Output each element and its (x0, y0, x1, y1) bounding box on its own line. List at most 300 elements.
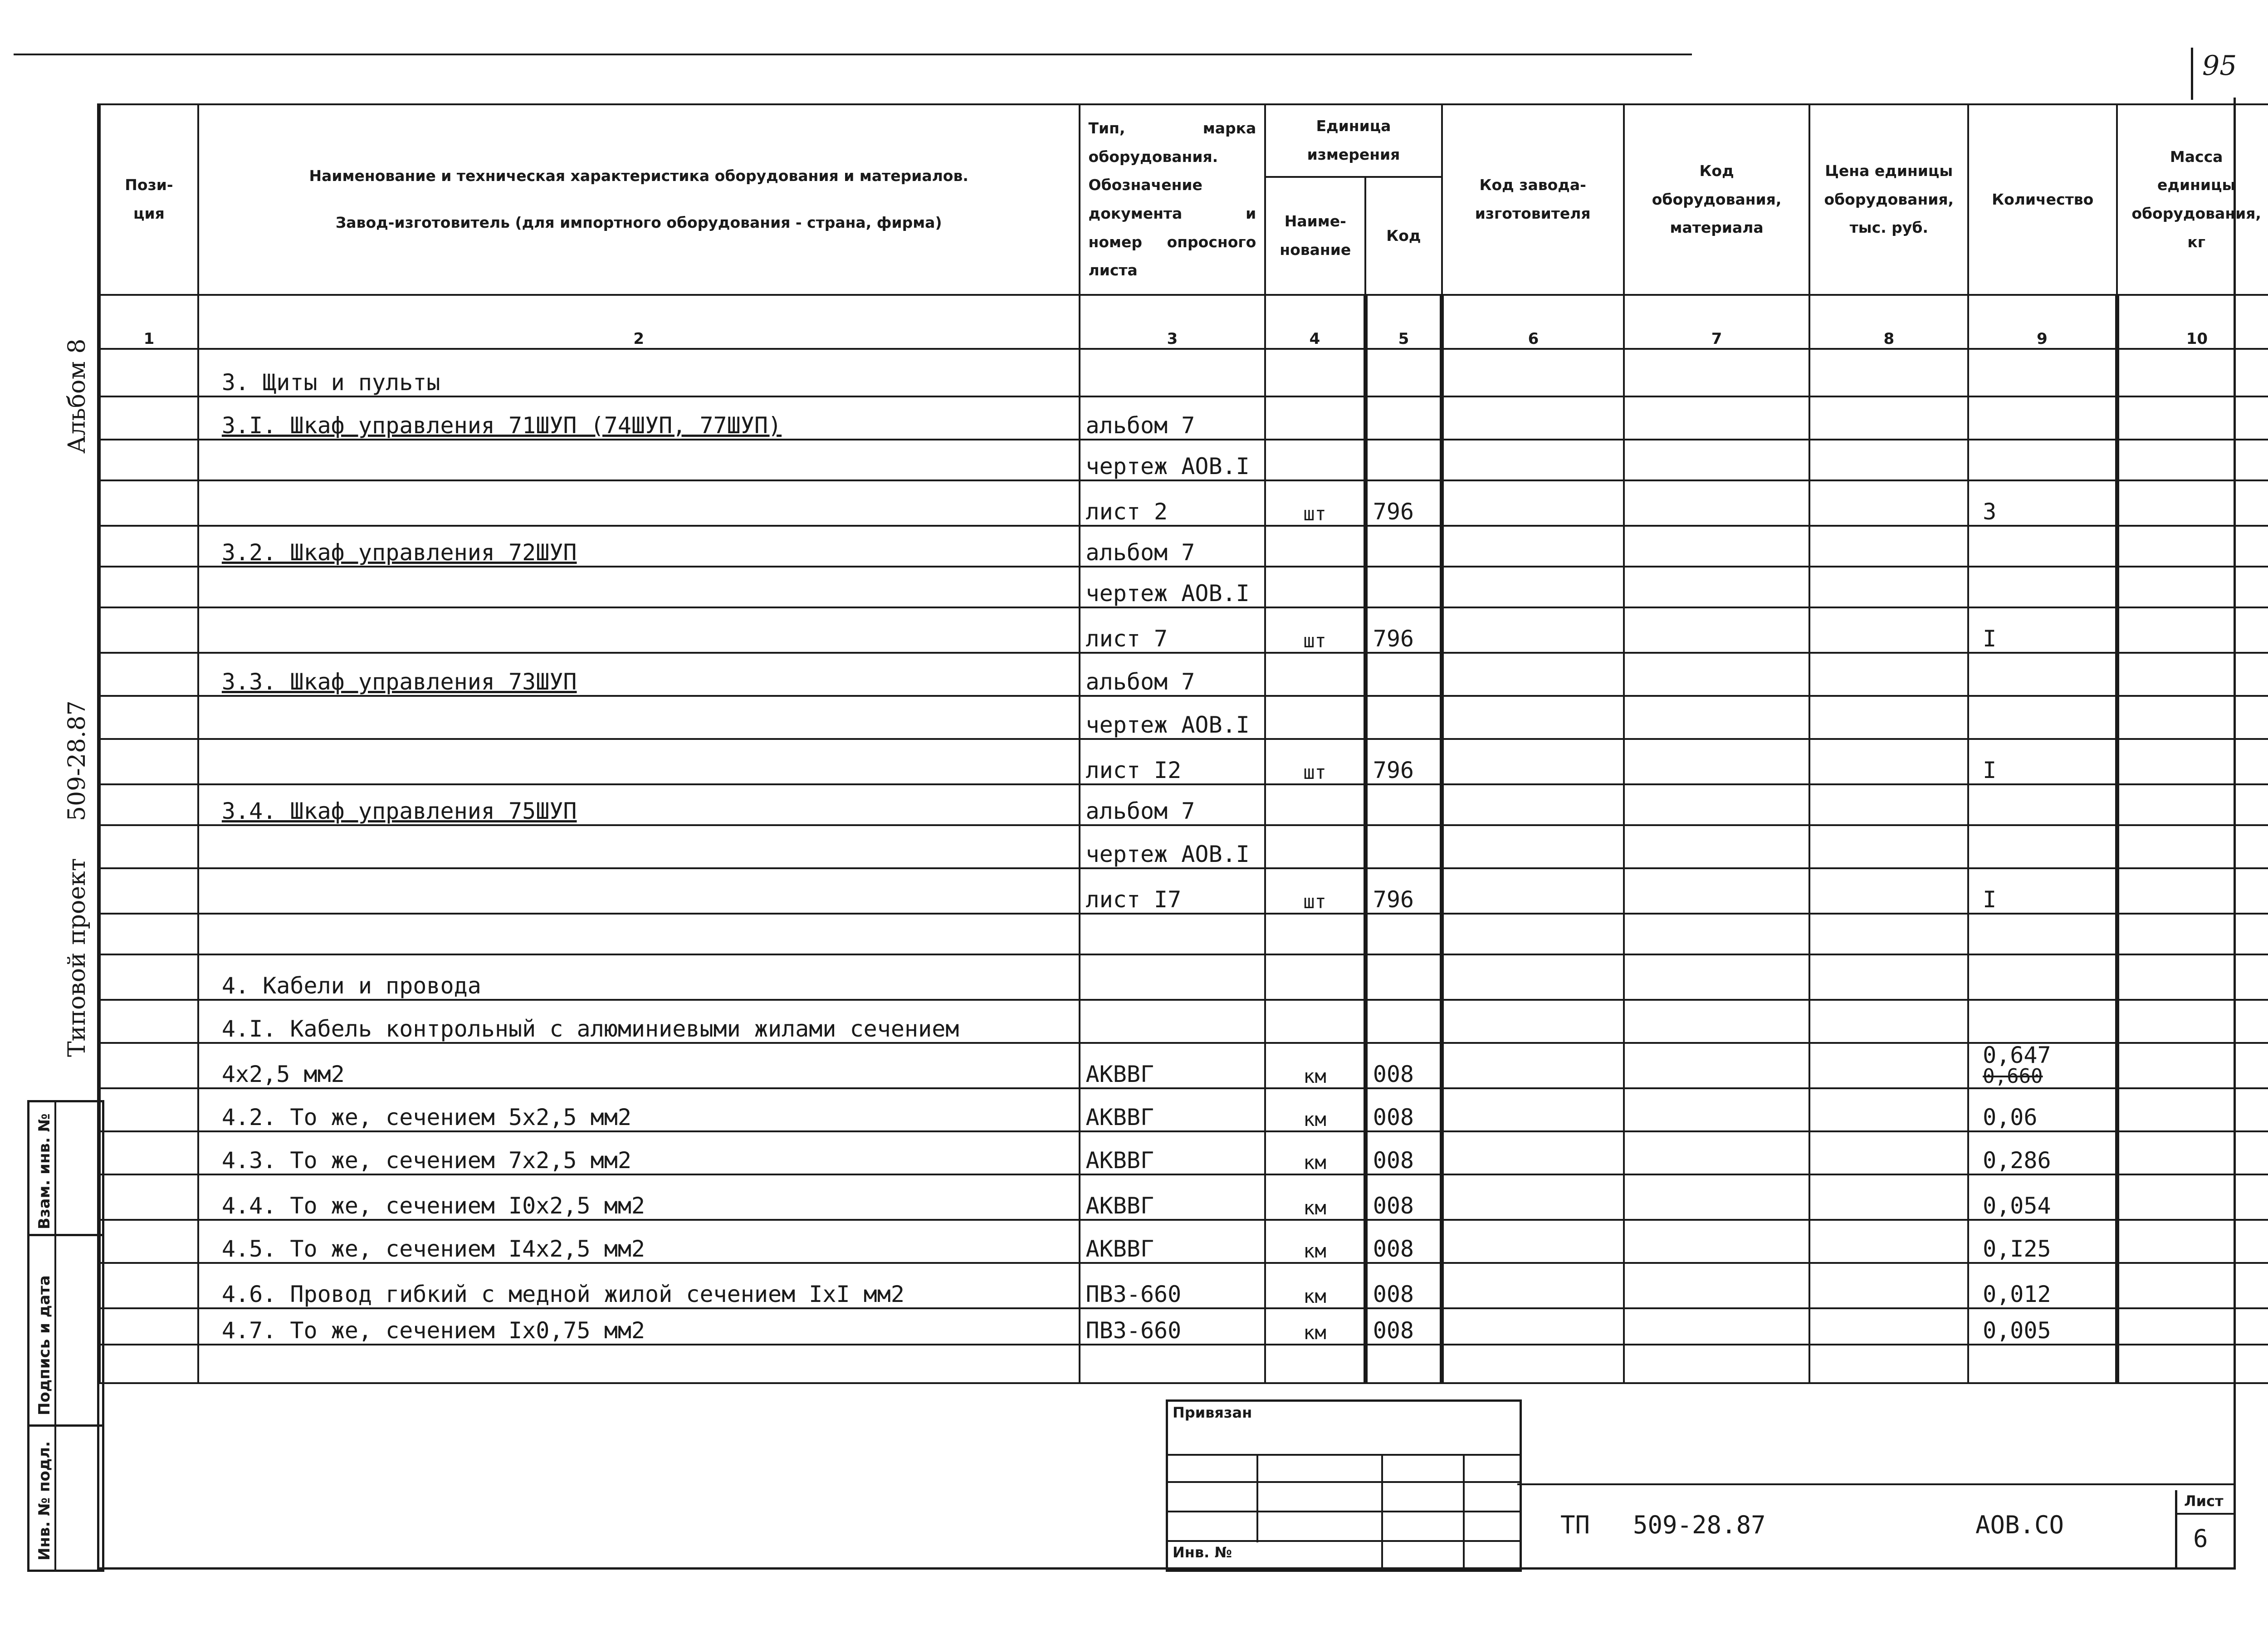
cell-manufacturer-code (1442, 440, 1624, 480)
header-name (198, 104, 1080, 295)
cell-position (100, 868, 198, 914)
stamp-inv: Инв. № подл. (35, 1441, 54, 1561)
cell-manufacturer-code (1442, 526, 1624, 567)
sheet-box-divider (2175, 1513, 2234, 1515)
cell-quantity (1968, 526, 2117, 567)
cell-position (100, 954, 198, 1000)
cell-mass (2117, 1308, 2268, 1345)
margin-project-label: Типовой проект (64, 858, 91, 1057)
cell-equipment-code (1624, 1220, 1810, 1263)
cell-manufacturer-code (1442, 1345, 1624, 1383)
cell-unit: км (1265, 1263, 1365, 1308)
cell-name: 4.2. То же, сечением 5x2,5 мм2 (198, 1088, 1080, 1131)
cell-mass (2117, 1220, 2268, 1263)
cell-equipment-code (1624, 526, 1810, 567)
cell-manufacturer-code (1442, 349, 1624, 396)
binding-stamp-col (1463, 1454, 1465, 1570)
cell-price (1809, 914, 1968, 954)
cell-name (198, 868, 1080, 914)
table-row (100, 1220, 2268, 1263)
cell-name (198, 739, 1080, 784)
cell-unit-code (1365, 1345, 1442, 1383)
cell-type: альбом 7 (1080, 526, 1266, 567)
cell-position (100, 1308, 198, 1345)
cell-price (1809, 696, 1968, 739)
table-row (100, 349, 2268, 396)
cell-quantity (1968, 1345, 2117, 1383)
cell-unit (1265, 825, 1365, 868)
cell-manufacturer-code (1442, 1043, 1624, 1088)
col-number: 8 (1809, 295, 1968, 349)
cell-equipment-code (1624, 1308, 1810, 1345)
cell-position (100, 653, 198, 696)
cell-type: ПВЗ-660 (1080, 1263, 1266, 1308)
cell-mass (2117, 954, 2268, 1000)
cell-mass (2117, 696, 2268, 739)
cell-unit-code: 008 (1365, 1308, 1442, 1345)
cell-equipment-code (1624, 1174, 1810, 1220)
cell-equipment-code (1624, 396, 1810, 440)
cell-mass (2117, 653, 2268, 696)
cell-manufacturer-code (1442, 1174, 1624, 1220)
cell-name (198, 914, 1080, 954)
quantity-corrected: 0,647 (1983, 1043, 2051, 1068)
doc-number: 509-28.87 (1633, 1511, 1766, 1539)
cell-price (1809, 1043, 1968, 1088)
cell-unit: км (1265, 1043, 1365, 1088)
header-mass: Масса единицы оборудования, кг (2117, 104, 2268, 295)
cell-unit: км (1265, 1174, 1365, 1220)
cell-position (100, 349, 198, 396)
stamp-divider (27, 1234, 102, 1236)
margin-project-number: 509-28.87 (64, 700, 91, 821)
cell-equipment-code (1624, 868, 1810, 914)
table-row (100, 1345, 2268, 1383)
cell-unit (1265, 954, 1365, 1000)
cell-type: АКВВГ (1080, 1131, 1266, 1174)
cell-quantity (1968, 396, 2117, 440)
cell-unit (1265, 349, 1365, 396)
cell-unit: км (1265, 1131, 1365, 1174)
cell-unit-code (1365, 396, 1442, 440)
cell-price (1809, 567, 1968, 607)
cell-quantity (1968, 567, 2117, 607)
cell-price (1809, 1263, 1968, 1308)
cell-mass (2117, 1088, 2268, 1131)
cell-manufacturer-code (1442, 653, 1624, 696)
cell-unit-code: 796 (1365, 868, 1442, 914)
header-manufacturer-code: Код завода-изготовителя (1442, 104, 1624, 295)
cell-name: 4.I. Кабель контрольный с алюминиевыми жилами сечением (198, 1000, 1080, 1043)
cell-unit-code: 008 (1365, 1131, 1442, 1174)
cell-equipment-code (1624, 1263, 1810, 1308)
cell-position (100, 567, 198, 607)
cell-unit-code (1365, 653, 1442, 696)
col-number: 5 (1365, 295, 1442, 349)
table-row (100, 1131, 2268, 1174)
cell-price (1809, 1131, 1968, 1174)
cell-quantity: 0,012 (1968, 1263, 2117, 1308)
cell-unit (1265, 653, 1365, 696)
title-block-top (1517, 1483, 2236, 1485)
cell-mass (2117, 440, 2268, 480)
col-number: 6 (1442, 295, 1624, 349)
cell-price (1809, 1088, 1968, 1131)
cell-unit (1265, 914, 1365, 954)
cell-price (1809, 739, 1968, 784)
cell-type: чертеж АОВ.I (1080, 825, 1266, 868)
cell-position (100, 696, 198, 739)
cell-quantity (1968, 440, 2117, 480)
cell-manufacturer-code (1442, 607, 1624, 653)
cell-type: лист 7 (1080, 607, 1266, 653)
cell-mass (2117, 1263, 2268, 1308)
cell-position (100, 1220, 198, 1263)
cell-mass (2117, 1043, 2268, 1088)
cell-mass (2117, 396, 2268, 440)
cell-mass (2117, 739, 2268, 784)
cell-position (100, 825, 198, 868)
cell-unit: км (1265, 1220, 1365, 1263)
cell-quantity: 0,005 (1968, 1308, 2117, 1345)
cell-unit-code: 008 (1365, 1220, 1442, 1263)
cell-manufacturer-code (1442, 1220, 1624, 1263)
header-name-line2: Завод-изготовитель (для импортного оборудования - страна, фирма) (335, 214, 942, 231)
cell-unit-code (1365, 954, 1442, 1000)
cell-unit-code (1365, 1000, 1442, 1043)
cell-unit-code: 008 (1365, 1088, 1442, 1131)
cell-unit (1265, 1000, 1365, 1043)
cell-type (1080, 1345, 1266, 1383)
table-row (100, 954, 2268, 1000)
cell-type: АКВВГ (1080, 1088, 1266, 1131)
cell-mass (2117, 480, 2268, 526)
cell-name: 4.7. То же, сечением Ix0,75 мм2 (198, 1308, 1080, 1345)
cell-quantity (1968, 825, 2117, 868)
doc-prefix: ТП (1560, 1511, 1590, 1539)
cell-name: 4.3. То же, сечением 7x2,5 мм2 (198, 1131, 1080, 1174)
cell-equipment-code (1624, 914, 1810, 954)
binding-stamp-line (1166, 1540, 1520, 1542)
binding-stamp-col (1256, 1454, 1258, 1542)
cell-equipment-code (1624, 1043, 1810, 1088)
cell-price (1809, 1308, 1968, 1345)
binding-stamp-line (1166, 1481, 1520, 1483)
cell-quantity: I (1968, 739, 2117, 784)
col-number: 2 (198, 295, 1080, 349)
cell-name: 4. Кабели и провода (198, 954, 1080, 1000)
cell-manufacturer-code (1442, 868, 1624, 914)
cell-name (198, 825, 1080, 868)
header-equipment-code: Код оборудования, материала (1624, 104, 1810, 295)
cell-price (1809, 440, 1968, 480)
cell-quantity: I (1968, 607, 2117, 653)
cell-quantity: 0,06 (1968, 1088, 2117, 1131)
cell-name: 3.I. Шкаф управления 71ШУП (74ШУП, 77ШУП) (198, 396, 1080, 440)
cell-type: альбом 7 (1080, 396, 1266, 440)
header-name-line1: Наименование и техническая характеристика оборудования и материалов. (309, 167, 968, 185)
cell-unit (1265, 784, 1365, 825)
cell-mass (2117, 868, 2268, 914)
binding-label: Привязан (1173, 1404, 1252, 1421)
cell-mass (2117, 825, 2268, 868)
cell-unit-code: 008 (1365, 1263, 1442, 1308)
cell-unit (1265, 567, 1365, 607)
cell-position (100, 396, 198, 440)
cell-type (1080, 914, 1266, 954)
cell-manufacturer-code (1442, 1131, 1624, 1174)
cell-unit (1265, 696, 1365, 739)
cell-mass (2117, 1174, 2268, 1220)
cell-quantity (1968, 954, 2117, 1000)
cell-price (1809, 653, 1968, 696)
sheet-number: 6 (2193, 1524, 2208, 1553)
cell-name: 3.3. Шкаф управления 73ШУП (198, 653, 1080, 696)
cell-quantity (1968, 784, 2117, 825)
cell-position (100, 607, 198, 653)
cell-quantity (1968, 914, 2117, 954)
cell-price (1809, 954, 1968, 1000)
cell-quantity: I (1968, 868, 2117, 914)
table-row (100, 739, 2268, 784)
cell-name: 3.4. Шкаф управления 75ШУП (198, 784, 1080, 825)
cell-equipment-code (1624, 567, 1810, 607)
cell-price (1809, 1174, 1968, 1220)
cell-unit-code (1365, 825, 1442, 868)
stamp-column-divider (54, 1100, 56, 1570)
cell-unit (1265, 440, 1365, 480)
header-price: Цена единицы оборудования, тыс. руб. (1809, 104, 1968, 295)
table-row (100, 653, 2268, 696)
cell-unit-code (1365, 696, 1442, 739)
cell-equipment-code (1624, 349, 1810, 396)
cell-position (100, 1131, 198, 1174)
table-row (100, 1000, 2268, 1043)
cell-equipment-code (1624, 1088, 1810, 1131)
doc-code: АОВ.СО (1975, 1511, 2064, 1539)
cell-equipment-code (1624, 825, 1810, 868)
cell-type: чертеж АОВ.I (1080, 567, 1266, 607)
header-unit-name: Наиме-нование (1265, 177, 1365, 295)
table-row (100, 440, 2268, 480)
cell-price (1809, 825, 1968, 868)
cell-mass (2117, 607, 2268, 653)
cell-position (100, 1345, 198, 1383)
cell-type: лист I2 (1080, 739, 1266, 784)
header-unit-group: Единица измерения (1265, 104, 1442, 177)
cell-name: 4.6. Провод гибкий с медной жилой сечением IxI мм2 (198, 1263, 1080, 1308)
cell-unit-code: 008 (1365, 1174, 1442, 1220)
table-row (100, 567, 2268, 607)
cell-name: 4.5. То же, сечением I4x2,5 мм2 (198, 1220, 1080, 1263)
cell-mass (2117, 526, 2268, 567)
cell-type: лист 2 (1080, 480, 1266, 526)
cell-name (198, 696, 1080, 739)
table-row (100, 914, 2268, 954)
cell-unit-code (1365, 914, 1442, 954)
cell-equipment-code (1624, 1345, 1810, 1383)
stamp-divider (27, 1424, 102, 1427)
table-row (100, 1308, 2268, 1345)
cell-price (1809, 868, 1968, 914)
cell-unit (1265, 396, 1365, 440)
header-unit-code: Код (1365, 177, 1442, 295)
table-row (100, 480, 2268, 526)
cell-position (100, 914, 198, 954)
cell-manufacturer-code (1442, 1000, 1624, 1043)
cell-unit: км (1265, 1088, 1365, 1131)
cell-position (100, 1000, 198, 1043)
cell-equipment-code (1624, 480, 1810, 526)
cell-manufacturer-code (1442, 567, 1624, 607)
cell-position (100, 480, 198, 526)
cell-price (1809, 480, 1968, 526)
cell-unit: шт (1265, 480, 1365, 526)
cell-unit-code: 008 (1365, 1043, 1442, 1088)
header-type: Тип, марка оборудования. Обозначение документа и номер опросного листа (1080, 104, 1266, 295)
cell-mass (2117, 914, 2268, 954)
cell-type: ПВЗ-660 (1080, 1308, 1266, 1345)
col-number: 10 (2117, 295, 2268, 349)
col-number: 7 (1624, 295, 1810, 349)
sheet-label: Лист (2184, 1492, 2224, 1510)
cell-equipment-code (1624, 440, 1810, 480)
cell-equipment-code (1624, 954, 1810, 1000)
top-rule (14, 54, 1692, 55)
cell-manufacturer-code (1442, 1088, 1624, 1131)
cell-manufacturer-code (1442, 696, 1624, 739)
cell-manufacturer-code (1442, 480, 1624, 526)
cell-type: чертеж АОВ.I (1080, 440, 1266, 480)
cell-quantity (1968, 1043, 2117, 1088)
binding-stamp-line (1166, 1511, 1520, 1512)
column-numbers-row (100, 295, 2268, 349)
cell-price (1809, 1220, 1968, 1263)
cell-mass (2117, 1000, 2268, 1043)
cell-type (1080, 1000, 1266, 1043)
cell-mass (2117, 567, 2268, 607)
header-position: Пози- ция (100, 104, 198, 295)
cell-type: лист I7 (1080, 868, 1266, 914)
cell-position (100, 739, 198, 784)
cell-mass (2117, 349, 2268, 396)
cell-type (1080, 954, 1266, 1000)
cell-price (1809, 1345, 1968, 1383)
cell-type: АКВВГ (1080, 1174, 1266, 1220)
table-row (100, 825, 2268, 868)
cell-quantity (1968, 349, 2117, 396)
cell-manufacturer-code (1442, 396, 1624, 440)
cell-mass (2117, 1345, 2268, 1383)
cell-type: чертеж АОВ.I (1080, 696, 1266, 739)
cell-position (100, 1174, 198, 1220)
col-number: 1 (100, 295, 198, 349)
cell-quantity (1968, 1000, 2117, 1043)
table-row (100, 868, 2268, 914)
cell-position (100, 1043, 198, 1088)
cell-mass (2117, 1131, 2268, 1174)
cell-type: АКВВГ (1080, 1220, 1266, 1263)
page-number: 95 (2202, 50, 2237, 82)
table-row (100, 396, 2268, 440)
table-row (100, 784, 2268, 825)
cell-position (100, 440, 198, 480)
cell-manufacturer-code (1442, 1263, 1624, 1308)
table-row (100, 526, 2268, 567)
cell-manufacturer-code (1442, 784, 1624, 825)
cell-manufacturer-code (1442, 954, 1624, 1000)
cell-quantity: 0,286 (1968, 1131, 2117, 1174)
cell-price (1809, 1000, 1968, 1043)
cell-unit-code (1365, 440, 1442, 480)
cell-name (198, 607, 1080, 653)
cell-type (1080, 349, 1266, 396)
binding-stamp-line (1166, 1454, 1520, 1456)
cell-manufacturer-code (1442, 1308, 1624, 1345)
cell-unit: шт (1265, 739, 1365, 784)
cell-manufacturer-code (1442, 914, 1624, 954)
cell-type: альбом 7 (1080, 784, 1266, 825)
cell-type: альбом 7 (1080, 653, 1266, 696)
table-row (100, 696, 2268, 739)
cell-position (100, 784, 198, 825)
table-row (100, 1043, 2268, 1088)
stamp-podpis: Подпись и дата (35, 1275, 54, 1415)
cell-equipment-code (1624, 1131, 1810, 1174)
cell-equipment-code (1624, 607, 1810, 653)
cell-unit (1265, 526, 1365, 567)
cell-type: АКВВГ (1080, 1043, 1266, 1088)
margin-album: Альбом 8 (64, 338, 91, 454)
cell-position (100, 1263, 198, 1308)
cell-price (1809, 526, 1968, 567)
cell-unit-code: 796 (1365, 480, 1442, 526)
cell-name: 4.4. То же, сечением I0x2,5 мм2 (198, 1174, 1080, 1220)
cell-unit-code (1365, 567, 1442, 607)
cell-unit: шт (1265, 868, 1365, 914)
stamp-vzam: Взам. инв. № (35, 1113, 54, 1229)
cell-unit-code (1365, 526, 1442, 567)
cell-unit: шт (1265, 607, 1365, 653)
cell-price (1809, 784, 1968, 825)
cell-price (1809, 396, 1968, 440)
cell-quantity: 0,054 (1968, 1174, 2117, 1220)
cell-unit: км (1265, 1308, 1365, 1345)
table-row (100, 607, 2268, 653)
cell-name (198, 480, 1080, 526)
cell-unit (1265, 1345, 1365, 1383)
cell-manufacturer-code (1442, 825, 1624, 868)
cell-name (198, 567, 1080, 607)
cell-name: 3. Щиты и пульты (198, 349, 1080, 396)
cell-unit-code (1365, 349, 1442, 396)
cell-unit-code: 796 (1365, 607, 1442, 653)
cell-equipment-code (1624, 696, 1810, 739)
cell-name (198, 1345, 1080, 1383)
cell-name (198, 440, 1080, 480)
cell-equipment-code (1624, 784, 1810, 825)
cell-name: 3.2. Шкаф управления 72ШУП (198, 526, 1080, 567)
cell-quantity: 0,I25 (1968, 1220, 2117, 1263)
cell-equipment-code (1624, 1000, 1810, 1043)
cell-position (100, 526, 198, 567)
cell-quantity: 3 (1968, 480, 2117, 526)
cell-price (1809, 349, 1968, 396)
cell-manufacturer-code (1442, 739, 1624, 784)
col-number: 3 (1080, 295, 1266, 349)
quantity-crossed-out: 0,660 (1983, 1065, 2043, 1088)
cell-unit-code (1365, 784, 1442, 825)
